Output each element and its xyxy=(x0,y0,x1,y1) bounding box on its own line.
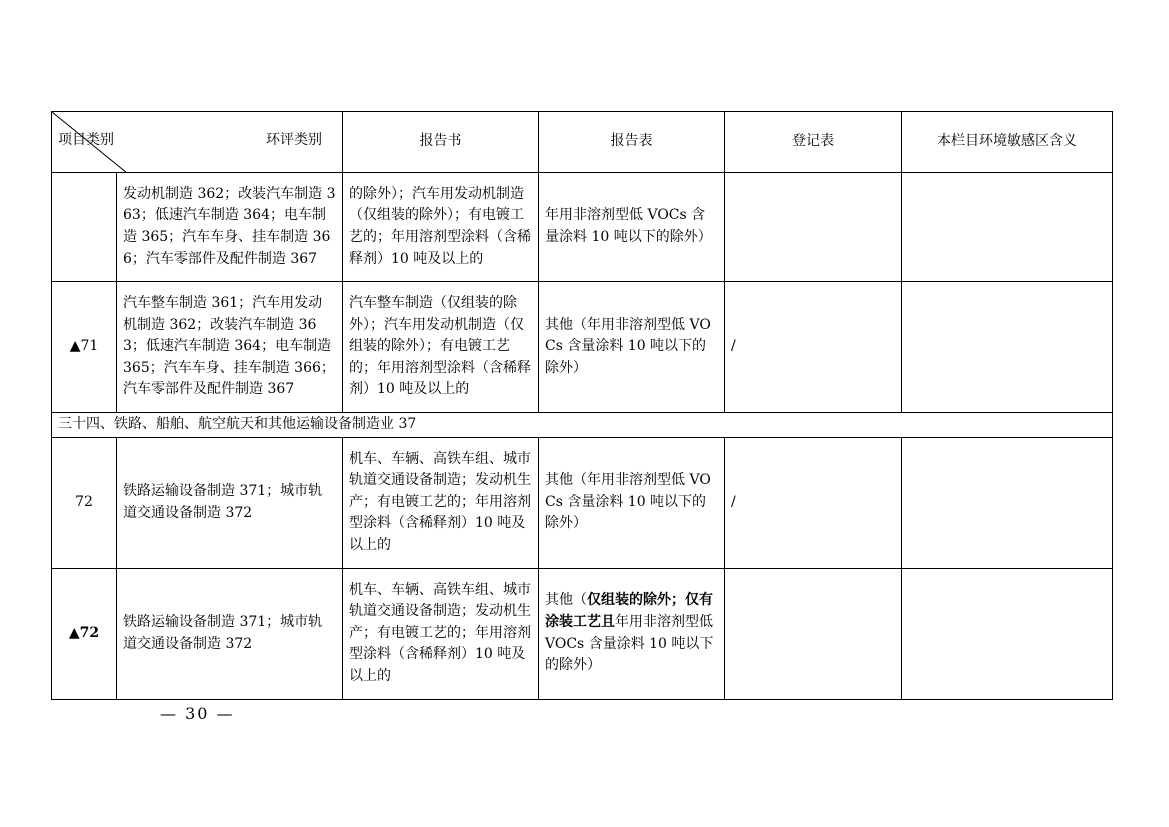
register-cell xyxy=(725,568,902,699)
page-number: — 30 — xyxy=(160,704,235,723)
report-book-cell: 汽车整车制造（仅组装的除外）；汽车用发动机制造（仅组装的除外）；有电镀工艺的；年用溶剂型涂料（含稀释剂）10 吨及以上的 xyxy=(343,282,539,413)
sensitive-area-cell xyxy=(902,437,1113,568)
row-number: ▲72 xyxy=(52,568,117,699)
row-number xyxy=(52,173,117,282)
column-header-register: 登记表 xyxy=(725,112,902,173)
category-cell: 汽车整车制造 361；汽车用发动机制造 362；改装汽车制造 363；低速汽车制造 364；电车制造 365；汽车车身、挂车制造 366；汽车零部件及配件制造 367 xyxy=(117,282,343,413)
table-header-row xyxy=(52,112,1113,173)
sensitive-area-cell xyxy=(902,282,1113,413)
table-row xyxy=(52,173,1113,282)
report-form-bold-assembly: 仅组装的除外； xyxy=(587,592,685,609)
regulation-table xyxy=(51,111,1113,700)
report-book-cell: 机车、车辆、高铁车组、城市轨道交通设备制造；发动机生产；有电镀工艺的；年用溶剂型涂料（含稀释剂）10 吨及以上的 xyxy=(343,437,539,568)
report-book-cell: 机车、车辆、高铁车组、城市轨道交通设备制造；发动机生产；有电镀工艺的；年用溶剂型涂料（含稀释剂）10 吨及以上的 xyxy=(343,568,539,699)
table-row xyxy=(52,437,1113,568)
register-cell: / xyxy=(725,282,902,413)
table-row xyxy=(52,282,1113,413)
sensitive-area-cell xyxy=(902,568,1113,699)
row-number: 72 xyxy=(52,437,117,568)
report-form-cell: 其他（年用非溶剂型低 VOCs 含量涂料 10 吨以下的除外） xyxy=(539,437,725,568)
report-form-text-a: 其他（ xyxy=(545,592,587,609)
project-category-label: 项目类别 xyxy=(58,132,114,148)
sensitive-area-cell xyxy=(902,173,1113,282)
row-number: ▲71 xyxy=(52,282,117,413)
category-cell: 铁路运输设备制造 371；城市轨道交通设备制造 372 xyxy=(117,437,343,568)
table-row xyxy=(52,568,1113,699)
report-form-cell xyxy=(539,568,725,699)
report-form-text-c: 年用非溶剂型低 VOCs 含量涂料 10 吨以下的除外） xyxy=(545,614,714,674)
register-cell xyxy=(725,173,902,282)
report-form-cell: 年用非溶剂型低 VOCs 含量涂料 10 吨以下的除外） xyxy=(539,173,725,282)
category-cell: 铁路运输设备制造 371；城市轨道交通设备制造 372 xyxy=(117,568,343,699)
section-title: 三十四、铁路、船舶、航空航天和其他运输设备制造业 37 xyxy=(52,413,1113,438)
report-form-bold-coating: 仅有涂装工艺且 xyxy=(545,592,713,630)
report-form-cell: 其他（年用非溶剂型低 VOCs 含量涂料 10 吨以下的除外） xyxy=(539,282,725,413)
category-cell: 发动机制造 362；改装汽车制造 363；低速汽车制造 364；电车制造 365；汽车车身、挂车制造 366；汽车零部件及配件制造 367 xyxy=(117,173,343,282)
eia-category-label: 环评类别 xyxy=(266,132,322,148)
diagonal-header-cell xyxy=(52,112,343,173)
register-cell: / xyxy=(725,437,902,568)
column-header-report-form: 报告表 xyxy=(539,112,725,173)
column-header-report-book: 报告书 xyxy=(343,112,539,173)
report-book-cell: 的除外）；汽车用发动机制造（仅组装的除外）；有电镀工艺的；年用溶剂型涂料（含稀释剂）10 吨及以上的 xyxy=(343,173,539,282)
column-header-sensitive-area: 本栏目环境敏感区含义 xyxy=(902,112,1113,173)
section-row xyxy=(52,413,1113,438)
